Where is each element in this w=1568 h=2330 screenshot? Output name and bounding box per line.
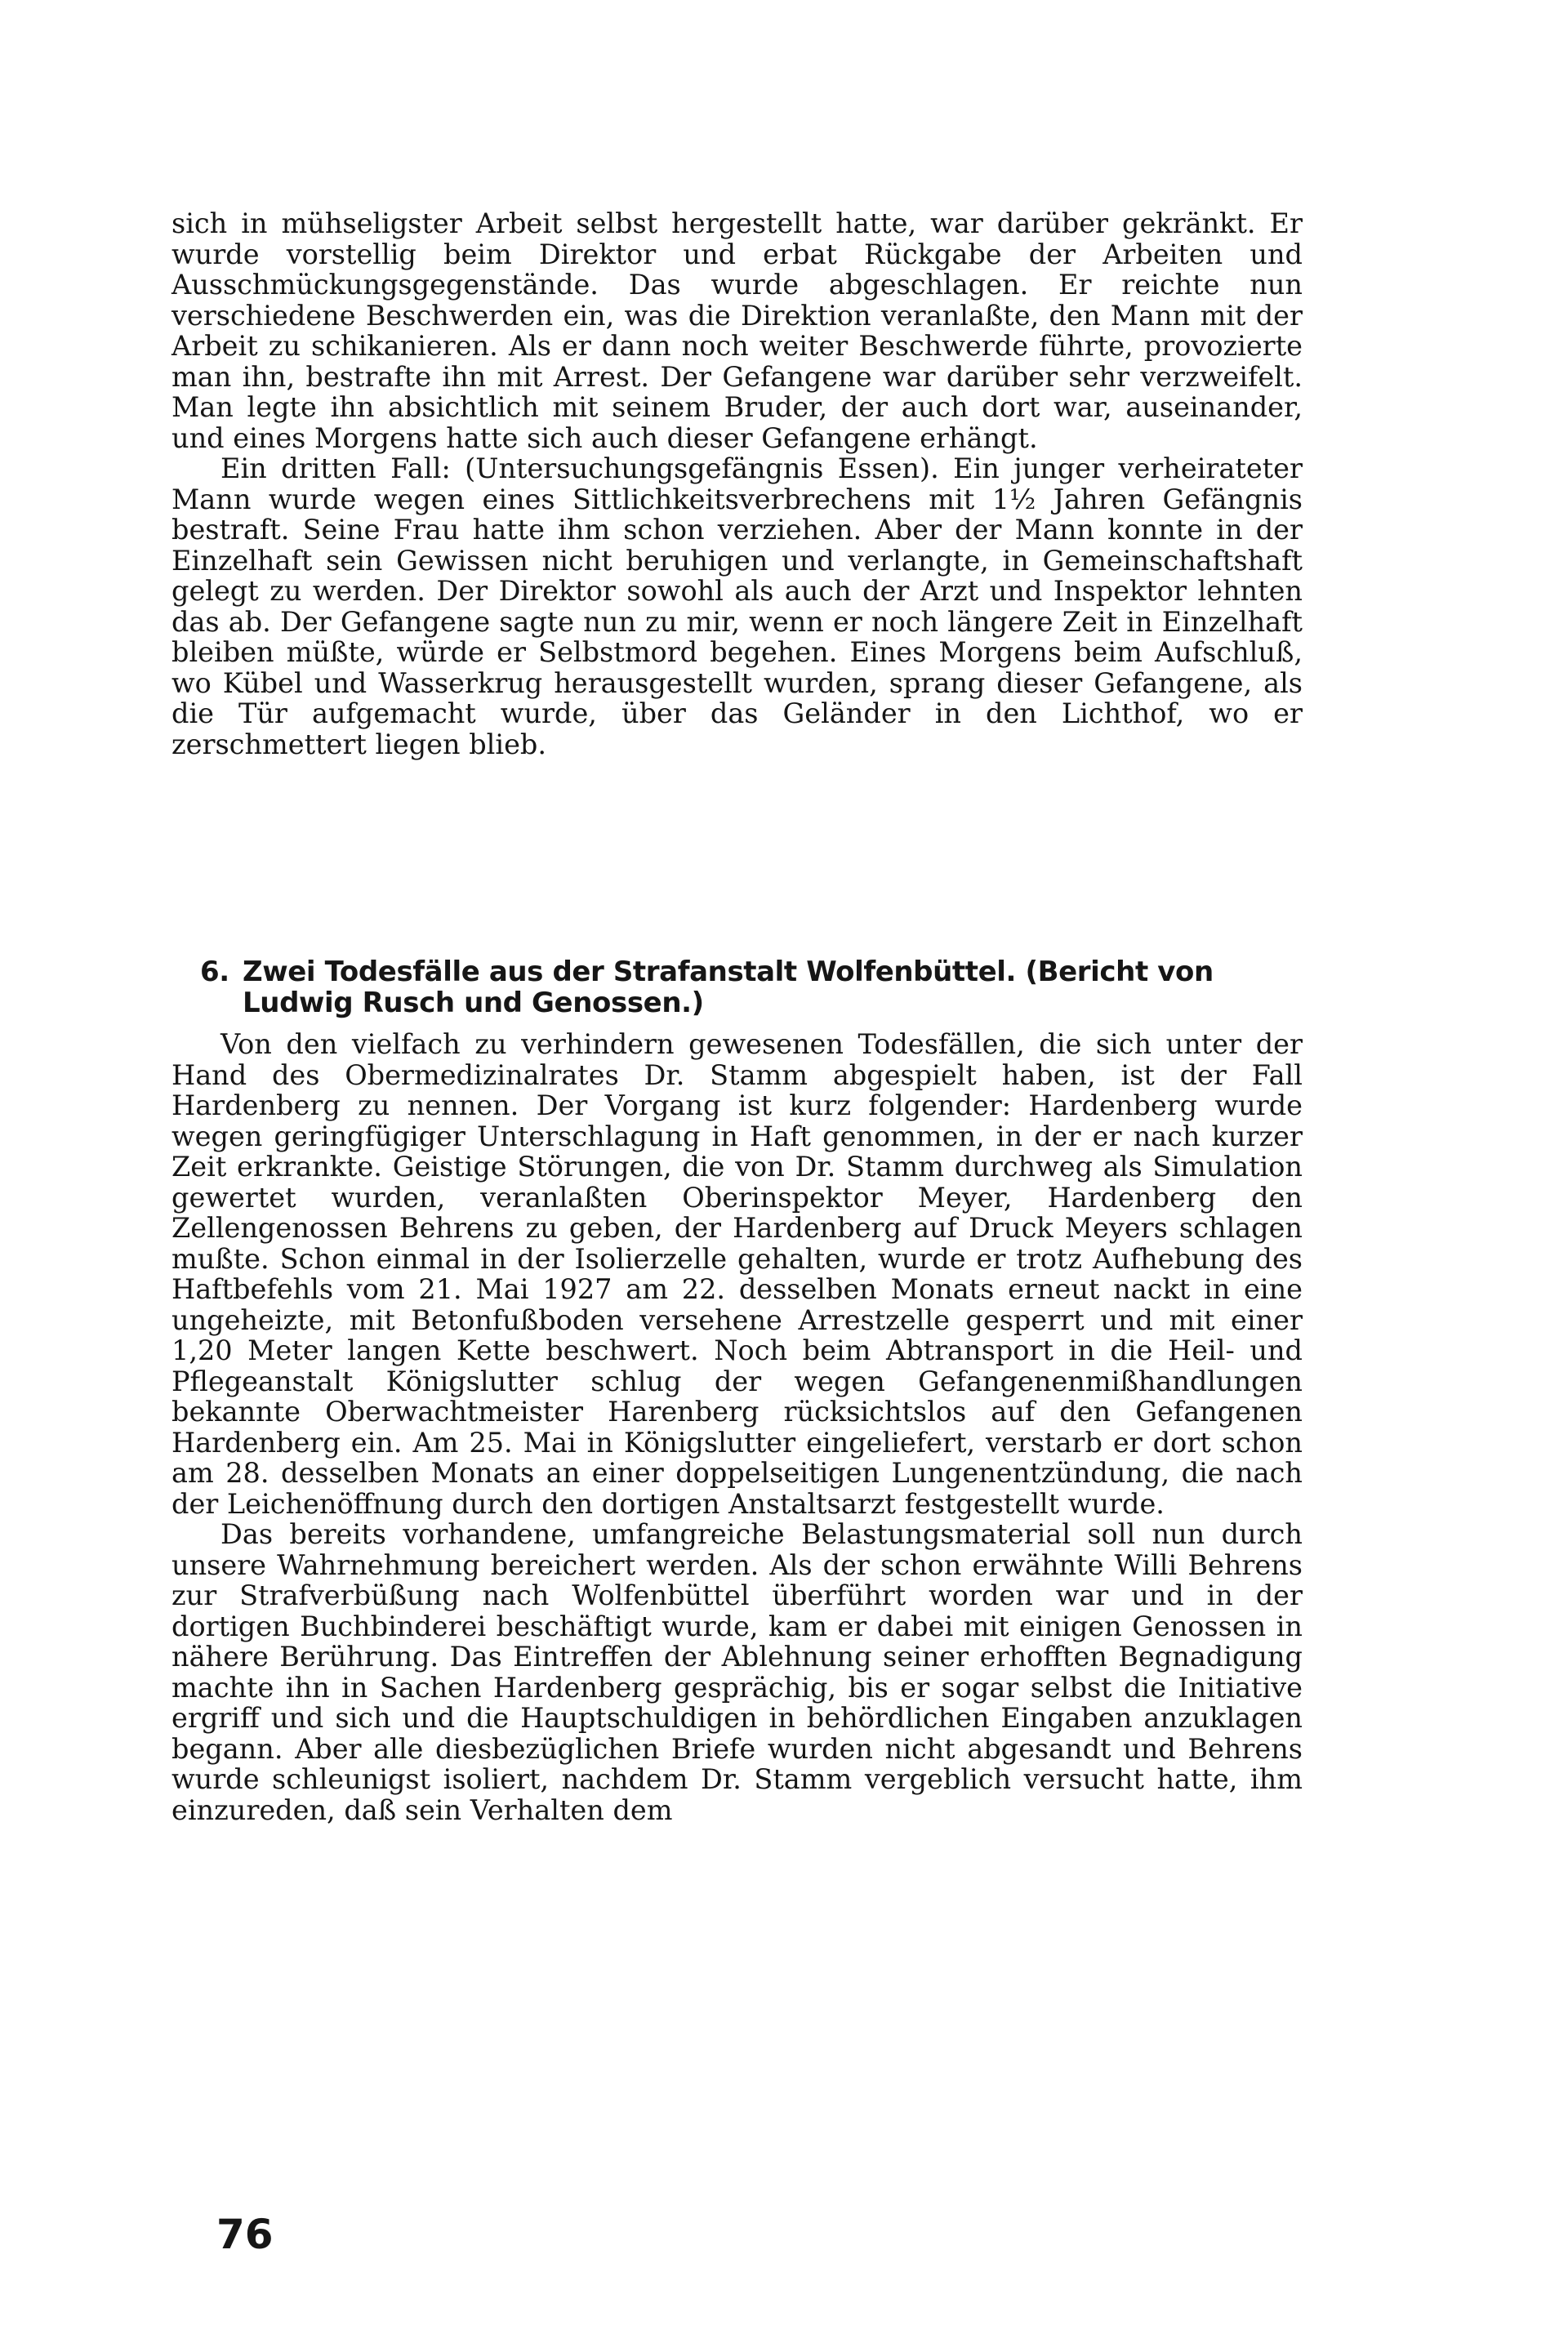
section-heading [200,957,1303,1018]
paragraph-evidence: Das bereits vorhandene, umfangreiche Belastungsmaterial soll nun durch unsere Wahrnehmung bereichert werden. Als der schon erwähnte Willi Behrens zur Strafverbüßung nach Wolfenbüttel überführt worden war und in der dortigen Buchbinderei beschäftigt wurde, kam er dabei mit einigen Genossen in nähere Berührung. Das Eintreffen der Ablehnung seiner erhofften Begnadigung machte ihn in Sachen Hardenberg gesprächig, bis er sogar selbst die Initiative ergriff und sich und die Hauptschuldigen in behördlichen Eingaben anzuklagen begann. Aber alle diesbezüglichen Briefe wurden nicht abgesandt und Behrens wurde schleunigst isoliert, nachdem Dr. Stamm vergeblich versucht hatte, ihm einzureden, daß sein Verhalten dem [172,1518,1303,1826]
section-title-line-2: Ludwig Rusch und Genossen.) [243,986,704,1019]
top-text-block [172,208,1303,760]
section-title-line-1: Zwei Todesfälle aus der Strafanstalt Wolfenbüttel. (Bericht von [243,956,1214,988]
paragraph-hardenberg-case: Von den vielfach zu verhindern gewesenen Todesfällen, die sich unter der Hand des Obermedizinalrates Dr. Stamm abgespielt haben, ist der Fall Hardenberg zu nennen. Der Vorgang ist kurz folgender: Hardenberg wurde wegen geringfügiger Unterschlagung in Haft genommen, in der er nach kurzer Zeit erkrankte. Geistige Störungen, die von Dr. Stamm durchweg als Simulation gewertet wurden, veranlaßten Oberinspektor Meyer, Hardenberg den Zellengenossen Behrens zu geben, der Hardenberg auf Druck Meyers schlagen mußte. Schon einmal in der Isolierzelle gehalten, wurde er trotz Aufhebung des Haftbefehls vom 21. Mai 1927 am 22. desselben Monats erneut nackt in eine ungeheizte, mit Betonfußboden versehene Arrestzelle gesperrt und mit einer 1,20 Meter langen Kette beschwert. Noch beim Abtransport in die Heil- und Pflegeanstalt Königslutter schlug der wegen Gefangenenmißhandlungen bekannte Oberwachtmeister Harenberg rücksichtslos auf den Gefangenen Hardenberg ein. Am 25. Mai in Königslutter eingeliefert, verstarb er dort schon am 28. desselben Monats an einer doppelseitigen Lungenentzündung, die nach der Leichenöffnung durch den dortigen Anstaltsarzt festgestellt wurde. [172,1028,1303,1520]
page-number: 76 [216,2211,274,2258]
paragraph-continuation: sich in mühseligster Arbeit selbst hergestellt hatte, war darüber gekränkt. Er wurde vorstellig beim Direktor und erbat Rückgabe der Arbeiten und Ausschmückungsgegenstände. Das wurde abgeschlagen. Er reichte nun verschiedene Beschwerden ein, was die Direktion veranlaßte, den Mann mit der Arbeit zu schikanieren. Als er dann noch weiter Beschwerde führte, provozierte man ihn, bestrafte ihn mit Arrest. Der Gefangene war darüber sehr verzweifelt. Man legte ihn absichtlich mit seinem Bruder, der auch dort war, auseinander, und eines Morgens hatte sich auch dieser Gefangene erhängt. [172,207,1303,454]
bottom-text-block [172,1029,1303,1825]
section-number: 6. [200,956,229,988]
paragraph-third-case: Ein dritten Fall: (Untersuchungsgefängnis Essen). Ein junger verheirateter Mann wurde wegen eines Sittlichkeitsverbrechens mit 1½ Jahren Gefängnis bestraft. Seine Frau hatte ihm schon verziehen. Aber der Mann konnte in der Einzelhaft sein Gewissen nicht beruhigen und verlangte, in Gemeinschaftshaft gelegt zu werden. Der Direktor sowohl als auch der Arzt und Inspektor lehnten das ab. Der Gefangene sagte nun zu mir, wenn er noch längere Zeit in Einzelhaft bleiben müßte, würde er Selbstmord begehen. Eines Morgens beim Aufschluß, wo Kübel und Wasserkrug herausgestellt wurden, sprang dieser Gefangene, als die Tür aufgemacht wurde, über das Geländer in den Lichthof, wo er zerschmettert liegen blieb. [172,452,1303,760]
